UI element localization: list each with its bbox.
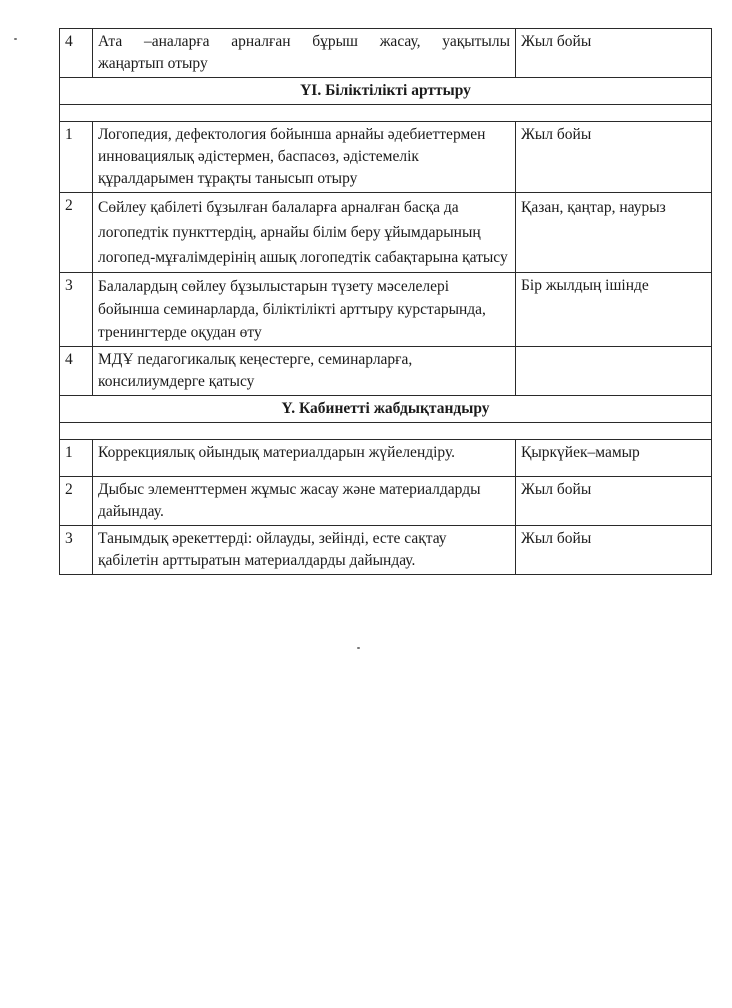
section-header-row [60, 396, 712, 423]
table-row [60, 122, 712, 193]
task-cell: Сөйлеу қабілеті бұзылған балаларға арналған басқа да логопедтік пункттердің, арнайы білім беру ұйымдарының логопед-мұғалімдерінің ашық логопедтік сабақтарына қатысу [93, 193, 516, 273]
period-cell: Жыл бойы [516, 526, 712, 575]
row-number: 1 [60, 440, 93, 477]
task-cell: МДҰ педагогикалық кеңестерге, семинарларға, консилиумдерге қатысу [93, 347, 516, 396]
table-row [60, 193, 712, 273]
spacer-row [60, 105, 712, 122]
section-header-row [60, 78, 712, 105]
work-plan-table [59, 28, 712, 575]
row-number: 4 [60, 29, 93, 78]
period-cell: Қазан, қаңтар, наурыз [516, 193, 712, 273]
task-cell: Логопедия, дефектология бойынша арнайы әдебиеттермен инновациялық әдістермен, баспасөз, әдістемелік құралдарымен тұрақты танысып отыру [93, 122, 516, 193]
table-row [60, 526, 712, 575]
section-title: Y. Кабинетті жабдықтандыру [60, 396, 712, 423]
table-row [60, 440, 712, 477]
period-cell [516, 347, 712, 396]
task-cell: Дыбыс элементтермен жұмыс жасау және материалдарды дайындау. [93, 477, 516, 526]
task-cell: Балалардың сөйлеу бұзылыстарын түзету мәселелері бойынша семинарларда, біліктілікті арттыру курстарында, тренингтерде оқудан өту [93, 273, 516, 347]
row-number: 4 [60, 347, 93, 396]
period-cell: Жыл бойы [516, 29, 712, 78]
table-row [60, 477, 712, 526]
row-number: 3 [60, 273, 93, 347]
row-number: 2 [60, 477, 93, 526]
task-cell: Коррекциялық ойындық материалдарын жүйелендіру. [93, 440, 516, 477]
row-number: 1 [60, 122, 93, 193]
task-cell: Танымдық әрекеттерді: ойлауды, зейінді, есте сақтау қабілетін арттыратын материалдарды дайындау. [93, 526, 516, 575]
table-row [60, 29, 712, 78]
table-row [60, 347, 712, 396]
spacer-row [60, 423, 712, 440]
row-number: 2 [60, 193, 93, 273]
row-number: 3 [60, 526, 93, 575]
task-cell [93, 29, 516, 78]
period-cell: Жыл бойы [516, 122, 712, 193]
period-cell: Жыл бойы [516, 477, 712, 526]
period-cell: Бір жылдың ішінде [516, 273, 712, 347]
task-text-line: Ата –аналарға арналған бұрыш жасау, уақытылы [98, 33, 510, 50]
scan-speck [357, 647, 360, 649]
table-row [60, 273, 712, 347]
task-text-line: жаңартып отыру [98, 55, 208, 72]
section-title: YI. Біліктілікті арттыру [60, 78, 712, 105]
scan-speck [14, 38, 17, 40]
period-cell: Қыркүйек–мамыр [516, 440, 712, 477]
